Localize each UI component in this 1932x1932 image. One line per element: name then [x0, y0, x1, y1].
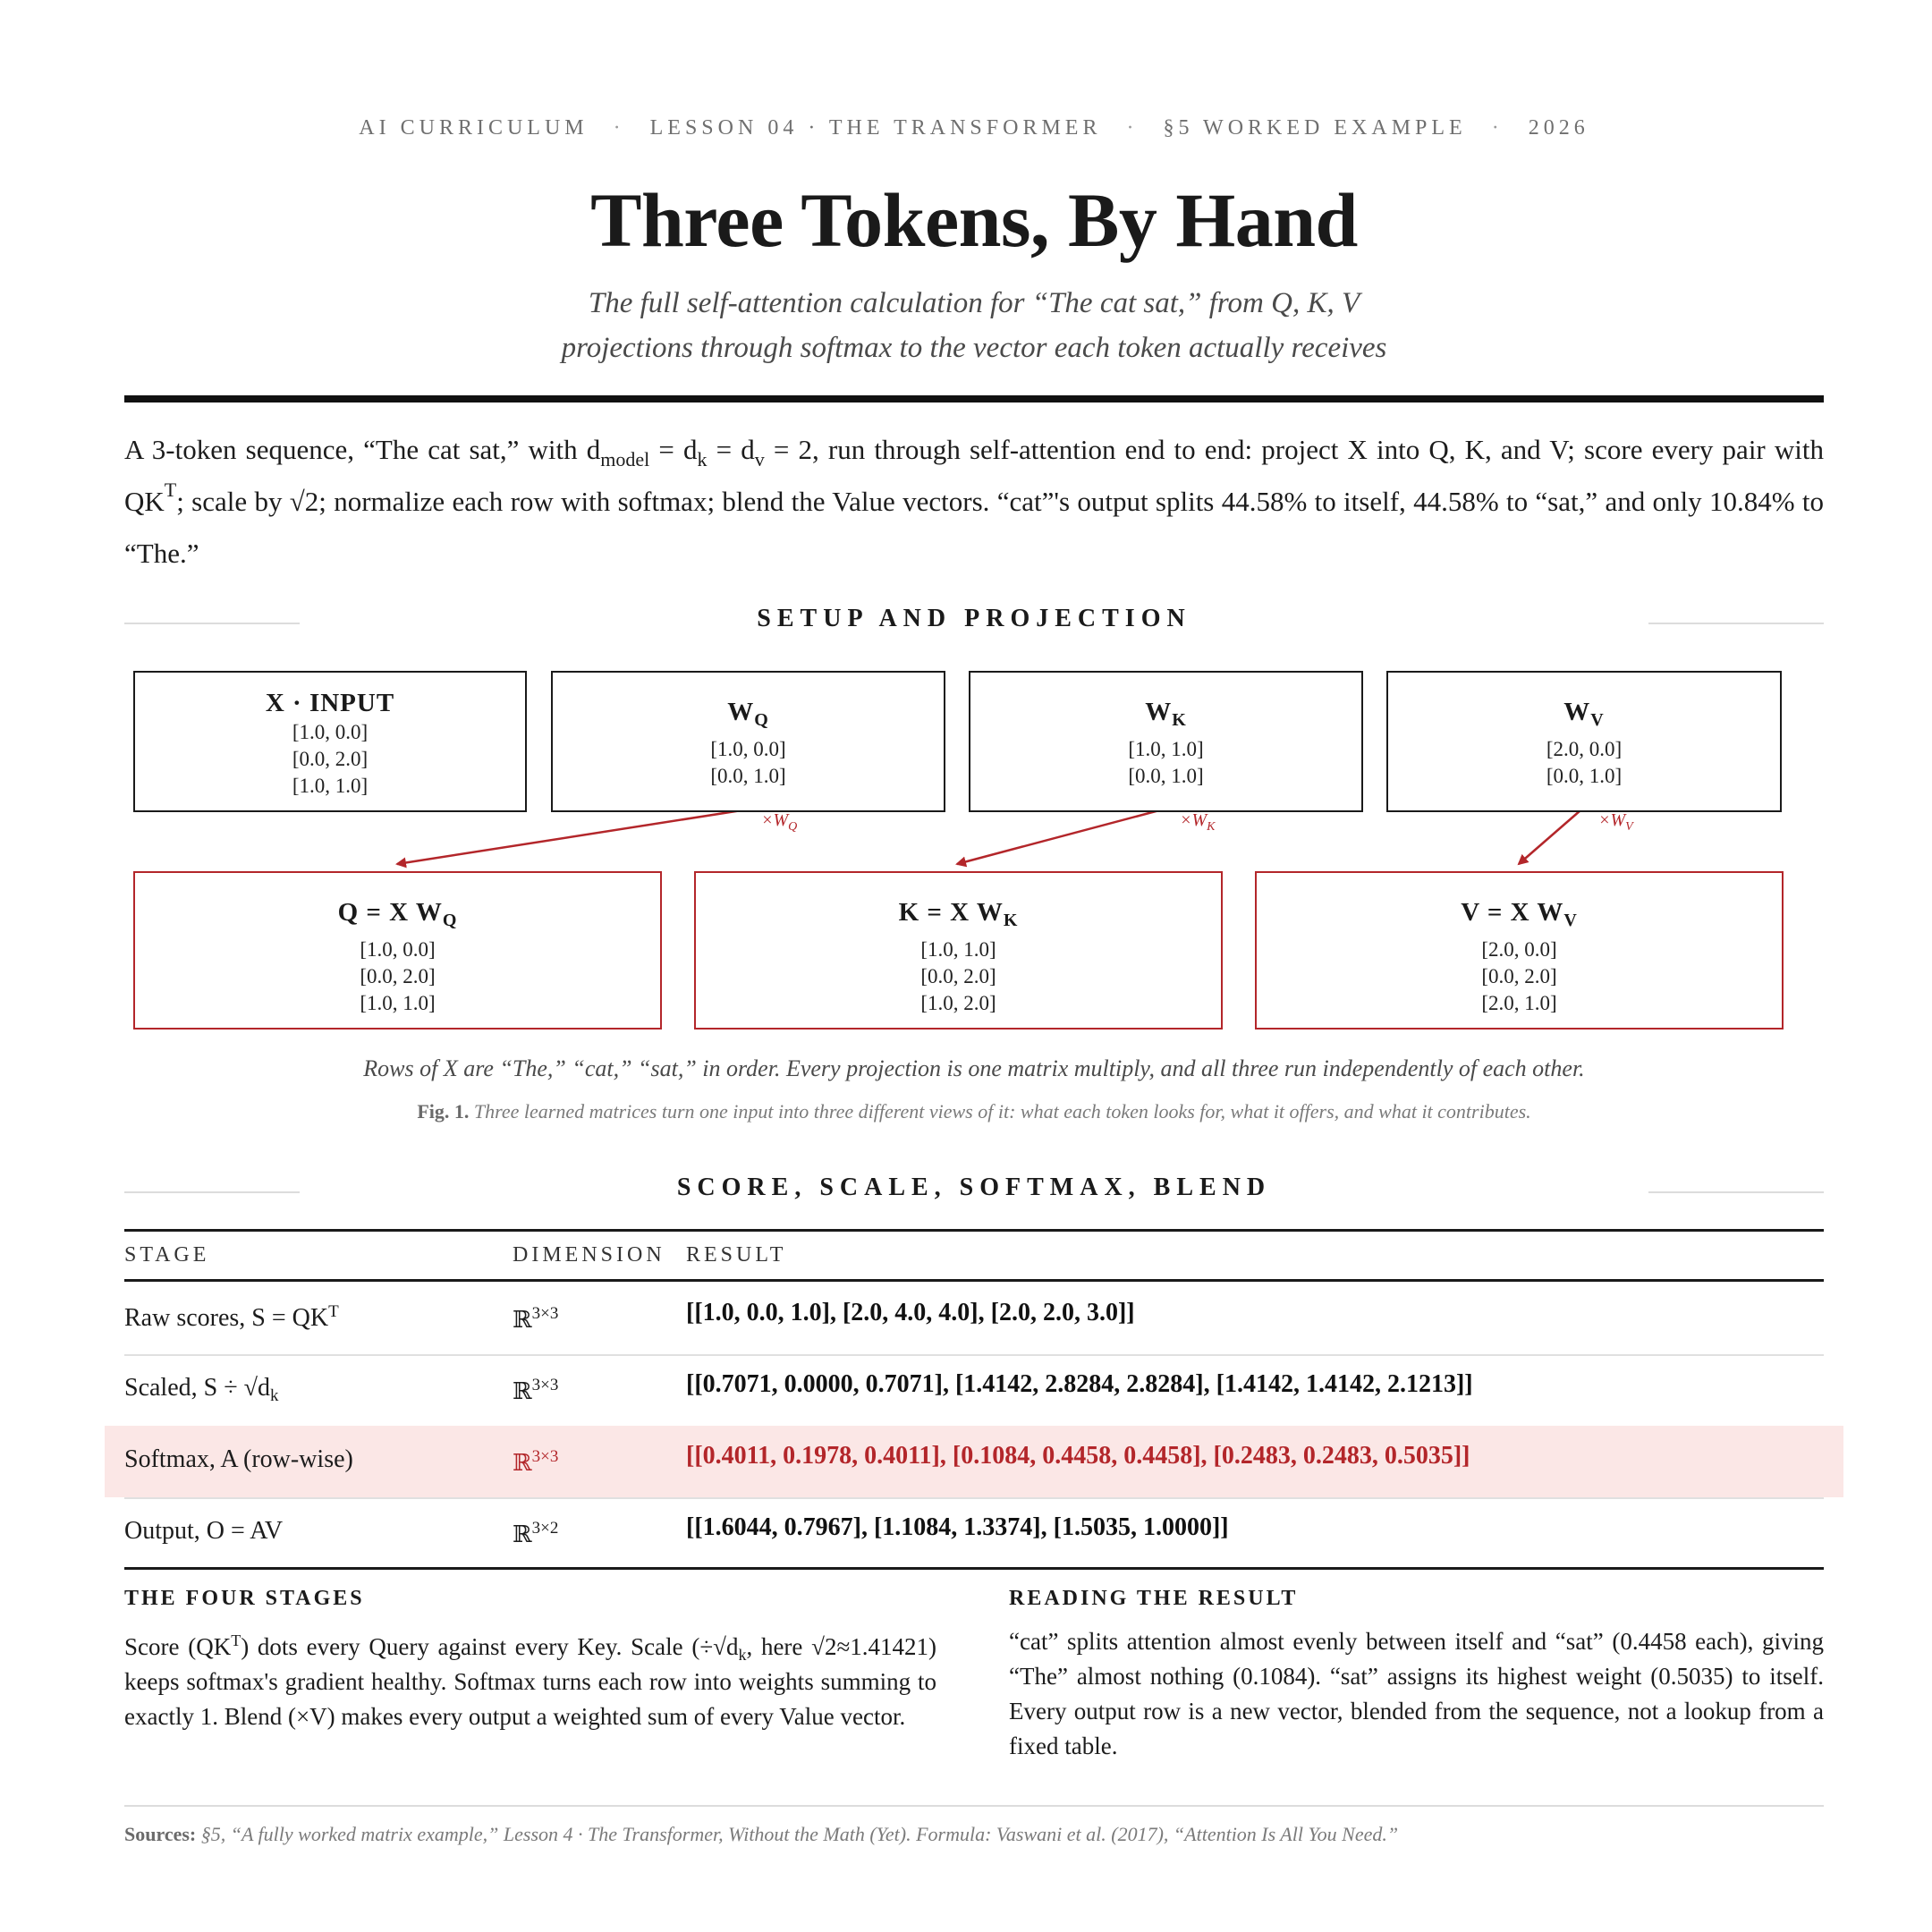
matrix-row: [0.0, 1.0] — [710, 765, 786, 787]
arrow-wv-to-v — [1519, 810, 1580, 864]
figure-caption — [124, 1100, 1824, 1123]
matrix-row: [1.0, 1.0] — [920, 938, 996, 961]
stages-text: , here √2≈1.41421) keeps softmax's gradient healthy. Softmax turns each row into weights summing to exactly 1. Blend (×V) makes every output a weighted sum of every Value vector. — [124, 1633, 937, 1730]
multiplier-subscript: Q — [788, 820, 798, 834]
section-title: SETUP AND PROJECTION — [757, 605, 1191, 632]
subtitle-line: The full self-attention calculation for “The cat sat,” from Q, K, V — [588, 287, 1360, 319]
intro-superscript: T — [164, 479, 177, 501]
dimension-superscript: 3×3 — [531, 1447, 559, 1466]
multiplier-label-v — [1598, 810, 1633, 835]
intro-text: ; scale by √2; normalize each row with softmax; blend the Value vectors. “cat”'s output splits 44.58% to itself, 44.58% to “sat,” and only 10.84% to “The.” — [124, 486, 1824, 569]
input-box-wv — [1386, 671, 1782, 812]
matrix-row: [1.0, 0.0] — [360, 938, 436, 961]
box-title-text: K = X W — [898, 898, 1004, 927]
stage-cell: Output, O = AV — [124, 1517, 284, 1545]
table-row — [124, 1283, 1824, 1354]
stages-text: Score (QK — [124, 1633, 232, 1660]
box-title — [1388, 696, 1780, 736]
matrix-row: [0.0, 2.0] — [360, 965, 436, 987]
table-row-highlighted — [105, 1426, 1843, 1497]
matrix-row: [1.0, 1.0] — [292, 775, 369, 797]
dimension-symbol: ℝ — [513, 1450, 532, 1476]
box-title-subscript: K — [1172, 710, 1187, 730]
stage-cell — [124, 1302, 339, 1333]
stage-text: Scaled, S ÷ √d — [124, 1374, 270, 1402]
dimension-superscript: 3×2 — [531, 1519, 559, 1538]
matrix-row: [0.0, 2.0] — [1481, 965, 1557, 987]
figure-caption-text: Three learned matrices turn one input into three different views of it: what each token looks for, what it offers, and what it contributes. — [473, 1100, 1531, 1123]
matrix-row: [0.0, 2.0] — [920, 965, 996, 987]
box-title-subscript: V — [1563, 911, 1578, 930]
table-bottom-rule — [124, 1567, 1824, 1570]
column-header-dimension: DIMENSION — [513, 1243, 665, 1267]
input-box-x — [133, 671, 527, 812]
dimension-symbol: ℝ — [513, 1521, 532, 1547]
result-cell: [[0.4011, 0.1978, 0.4011], [0.1084, 0.4458, 0.4458], [0.2483, 0.2483, 0.5035]] — [686, 1442, 1470, 1470]
intro-text: A 3-token sequence, “The cat sat,” with d — [124, 434, 601, 465]
heading-rule — [1648, 1191, 1824, 1193]
reading-heading: READING THE RESULT — [1009, 1587, 1299, 1610]
intro-text: = 2, run through self-attention end to end: project X into Q, K, and V; score every pair with QK — [124, 434, 1824, 517]
box-title — [135, 896, 660, 936]
kicker-item: AI CURRICULUM — [359, 116, 589, 140]
matrix-row: [0.0, 1.0] — [1546, 765, 1623, 787]
stages-heading: THE FOUR STAGES — [124, 1587, 365, 1610]
subtitle-line: projections through softmax to the vector each token actually receives — [561, 332, 1387, 364]
kicker-item: LESSON 04 · THE TRANSFORMER — [649, 116, 1102, 140]
dimension-superscript: 3×3 — [531, 1376, 559, 1394]
intro-subscript: k — [697, 448, 708, 470]
multiplier-text: ×W — [761, 810, 789, 830]
section-title: SCORE, SCALE, SOFTMAX, BLEND — [676, 1174, 1272, 1201]
box-title — [135, 687, 525, 719]
stage-subscript: k — [269, 1386, 279, 1405]
matrix-row: [1.0, 2.0] — [920, 992, 996, 1014]
box-title — [1257, 896, 1782, 936]
table-header-rule — [124, 1279, 1824, 1282]
box-title-subscript: Q — [442, 911, 458, 930]
matrix-row: [2.0, 0.0] — [1546, 738, 1623, 760]
multiplier-subscript: K — [1207, 820, 1216, 834]
box-title-text: W — [1563, 698, 1591, 726]
dimension-cell — [513, 1376, 558, 1405]
stage-text: Raw scores, S = QK — [124, 1304, 329, 1332]
kicker-separator: · — [1491, 116, 1504, 140]
stage-cell — [124, 1374, 278, 1406]
matrix-row: [2.0, 1.0] — [1481, 992, 1557, 1014]
intro-text: = d — [649, 434, 698, 465]
stage-cell: Softmax, A (row-wise) — [124, 1445, 353, 1473]
matrix-row: [0.0, 1.0] — [1128, 765, 1204, 787]
output-box-k — [694, 871, 1223, 1030]
multiplier-subscript: V — [1625, 820, 1633, 834]
kicker-item: §5 WORKED EXAMPLE — [1163, 116, 1467, 140]
arrow-wq-to-q — [397, 810, 741, 864]
box-title-subscript: Q — [754, 710, 769, 730]
kicker-item: 2026 — [1528, 116, 1589, 140]
box-title — [553, 696, 944, 736]
dimension-superscript: 3×3 — [531, 1304, 559, 1323]
matrix-row: [1.0, 0.0] — [710, 738, 786, 760]
kicker-separator: · — [1126, 116, 1139, 140]
stage-superscript: T — [328, 1302, 339, 1321]
stages-text: ) dots every Query against every Key. Scale (÷√d — [241, 1633, 739, 1660]
matrix-row: [1.0, 1.0] — [1128, 738, 1204, 760]
table-row — [124, 1497, 1824, 1569]
box-title-text: V = X W — [1461, 898, 1564, 927]
box-title-text: X · INPUT — [265, 689, 395, 717]
box-title — [970, 696, 1361, 736]
arrow-wk-to-k — [957, 810, 1159, 864]
sources-line — [124, 1823, 1824, 1846]
dimension-symbol: ℝ — [513, 1378, 532, 1404]
column-header-stage: STAGE — [124, 1243, 210, 1267]
box-title — [696, 896, 1221, 936]
multiplier-label-q — [761, 810, 797, 835]
figure-label: Fig. 1. — [417, 1100, 470, 1123]
box-title-text: Q = X W — [337, 898, 443, 927]
output-box-q — [133, 871, 662, 1030]
table-row — [124, 1354, 1824, 1426]
dimension-symbol: ℝ — [513, 1307, 532, 1333]
multiplier-label-k — [1180, 810, 1216, 835]
matrix-row: [2.0, 0.0] — [1481, 938, 1557, 961]
input-box-wk — [969, 671, 1363, 812]
box-title-subscript: K — [1003, 911, 1019, 930]
matrix-row: [1.0, 1.0] — [360, 992, 436, 1014]
stages-subscript: k — [738, 1646, 747, 1664]
result-cell: [[1.0, 0.0, 1.0], [2.0, 4.0, 4.0], [2.0, 2.0, 3.0]] — [686, 1299, 1135, 1326]
input-box-wq — [551, 671, 945, 812]
kicker-separator: · — [613, 116, 625, 140]
column-header-result: RESULT — [686, 1243, 787, 1267]
intro-subscript: v — [754, 448, 765, 470]
matrix-row: [1.0, 0.0] — [292, 721, 369, 743]
reading-paragraph: “cat” splits attention almost evenly between itself and “sat” (0.4458 each), giving “The” almost nothing (0.1084). “sat” assigns its highest weight (0.5035) to itself. Every output row is a new vector, blended from the sequence, not a lookup from a fixed table. — [1009, 1628, 1824, 1759]
result-cell: [[1.6044, 0.7967], [1.1084, 1.3374], [1.5035, 1.0000]] — [686, 1513, 1229, 1541]
stages-superscript: T — [231, 1631, 242, 1649]
multiplier-text: ×W — [1180, 810, 1208, 830]
dimension-cell — [513, 1304, 558, 1334]
result-cell: [[0.7071, 0.0000, 0.7071], [1.4142, 2.8284, 2.8284], [1.4142, 1.4142, 2.1213]] — [686, 1370, 1473, 1398]
intro-text: = d — [707, 434, 755, 465]
output-box-v — [1255, 871, 1784, 1030]
box-title-text: W — [727, 698, 755, 726]
table-top-rule — [124, 1229, 1824, 1232]
sources-rule — [124, 1805, 1824, 1807]
page-title: Three Tokens, By Hand — [590, 177, 1358, 263]
stages-paragraph — [124, 1630, 936, 1734]
sources-label: Sources: — [124, 1823, 197, 1845]
matrix-row: [0.0, 2.0] — [292, 748, 369, 770]
box-title-text: W — [1145, 698, 1173, 726]
figure-note: Rows of X are “The,” “cat,” “sat,” in order. Every projection is one matrix multiply, and all three run independently of each other. — [363, 1055, 1585, 1081]
sources-text: §5, “A fully worked matrix example,” Lesson 4 · The Transformer, Without the Math (Yet). Formula: Vaswani et al. (2017), “Attention Is All You Need.” — [200, 1823, 1399, 1845]
dimension-cell — [513, 1447, 558, 1477]
section-heading-score — [124, 1174, 1824, 1209]
dimension-cell — [513, 1519, 558, 1548]
multiplier-text: ×W — [1598, 810, 1626, 830]
box-title-subscript: V — [1590, 710, 1605, 730]
intro-subscript: model — [600, 448, 650, 470]
